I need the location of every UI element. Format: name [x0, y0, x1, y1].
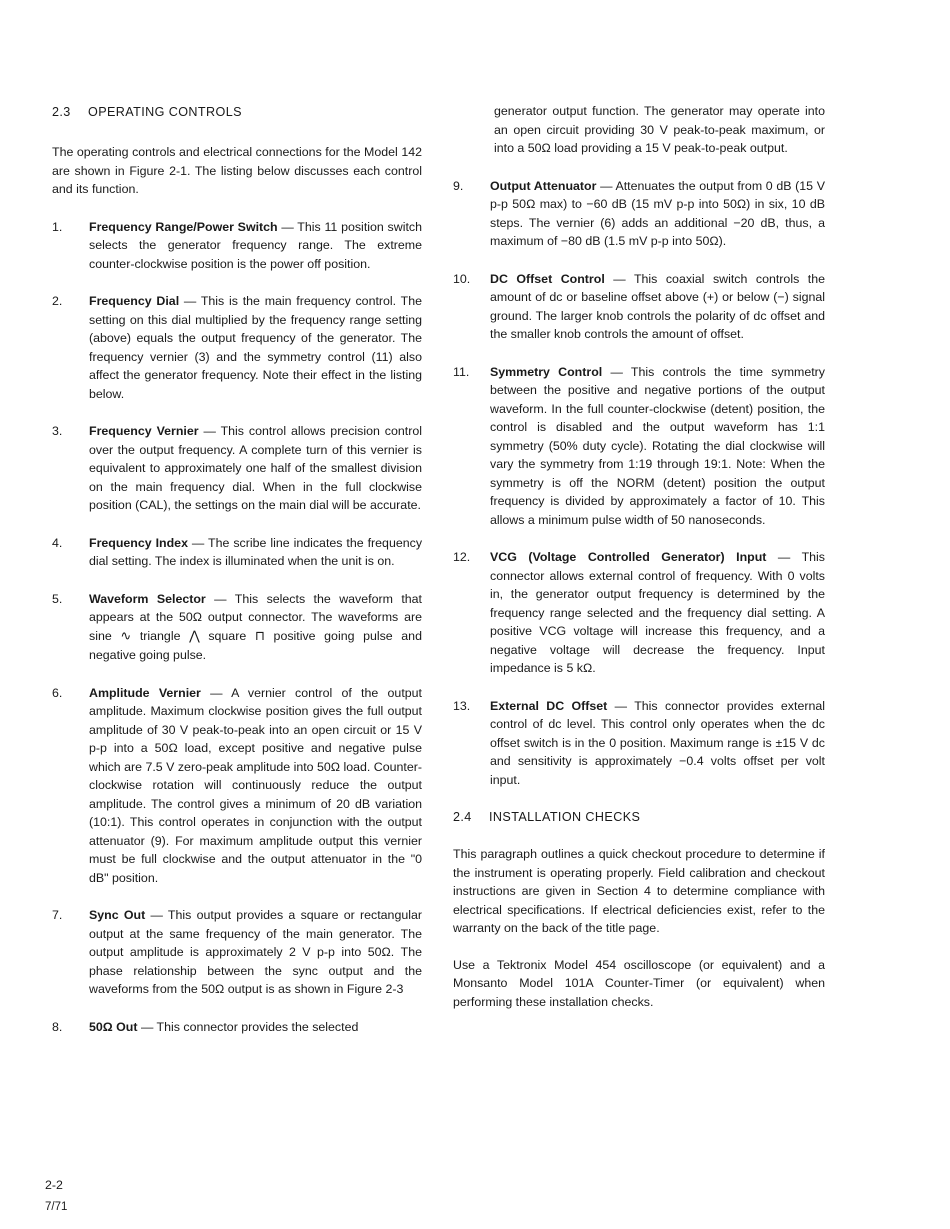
section-number: 2.3 [52, 105, 71, 119]
control-item-13: 13. External DC Offset — This connector provides external control of dc level. This control only operates when the dc offset switch is in the 0 position. Maximum range is ±15 V dc and sensitivity is approximately −0.4 volts offset per volt input. [453, 698, 825, 787]
installation-paragraph-2: Use a Tektronix Model 454 oscilloscope (or equivalent) and a Monsanto Model 101A Counter-Timer (or equivalent) when performing these installation checks. [453, 957, 825, 1009]
item-text: — This coaxial switch controls the amount of dc or baseline offset above (+) or below (−) signal ground. The larger knob controls the polarity of dc offset and the smaller knob controls the amount of offset. [490, 271, 825, 341]
item-title: Waveform Selector [89, 591, 206, 606]
item-text: — A vernier control of the output amplitude. Maximum clockwise position gives the full output amplitude of 30 V peak-to-peak into an open circuit or 15 V p-p into a 50Ω load, except positive and negative pulse which are 7.5 V zero-peak amplitude into 50Ω load. Counter-clockwise rotation will continuously reduce the output amplitude. The control gives a minimum of 20 dB variation (10:1). This control operates in conjunction with the output attenuator (9). For maximum amplitude output this vernier must be full clockwise and the output attenuator in the "0 dB" position. [89, 685, 422, 885]
right-column [453, 102, 825, 1011]
item-title: External DC Offset [490, 698, 608, 713]
section-title: INSTALLATION CHECKS [489, 810, 641, 824]
intro-paragraph: The operating controls and electrical connections for the Model 142 are shown in Figure 2-1. The listing below discusses each control and its function. [52, 145, 422, 196]
section-heading-2-3 [52, 102, 422, 122]
control-item-7: 7. Sync Out — This output provides a square or rectangular output at the same frequency of the main generator. The output amplitude is approximately 2 V p-p into 50Ω. The phase relationship between the sync output and the waveforms from the 50Ω output is as shown in Figure 2-3 [52, 908, 422, 996]
triangle-wave-icon: ⋀ [189, 628, 200, 644]
item-text: — This 11 position switch selects the generator frequency range. The extreme counter-clockwise position is the power off position. [89, 219, 422, 271]
control-item-3: 3. Frequency Vernier — This control allows precision control over the output frequency. A complete turn of this vernier is equivalent to approximately one half of the smallest division on the main frequency dial. When in the full clockwise position (CAL), the settings on the main dial will be accurate. [52, 424, 422, 512]
control-item-8: 8. 50Ω Out — This connector provides the selected [52, 1019, 359, 1034]
item-title: Symmetry Control [490, 364, 603, 379]
item-title: Frequency Index [89, 535, 188, 550]
control-item-2: 2. Frequency Dial — This is the main frequency control. The setting on this dial multiplied by the frequency range setting (above) equals the output frequency of the generator. The frequency vernier (3) and the symmetry control (11) also affect the generator frequency. Note their effect in the listing below. [52, 294, 423, 401]
control-item-11: 11. Symmetry Control — This controls the time symmetry between the positive and negative portions of the output waveform. In the full counter-clockwise (detent) position, the control is disabled and the output waveform has 1:1 symmetry (50% duty cycle). Rotating the dial clockwise will vary the symmetry from 1:19 through 19:1. Note: When the symmetry is off the NORM (detent) position the output frequency is divided by approximately a factor of 10. This allows a minimum pulse width of 50 nanoseconds. [453, 364, 825, 527]
item-text: — This connector provides the selected [137, 1019, 359, 1034]
item-text: — The scribe line indicates the frequency dial setting. The index is illuminated when the unit is on. [89, 535, 423, 568]
item-title: Sync Out [89, 908, 146, 922]
square-wave-icon: ⊓ [254, 628, 265, 644]
revision-date: 7/71 [45, 1201, 68, 1213]
item-title: DC Offset Control [490, 271, 605, 286]
item-title: Amplitude Vernier [89, 685, 201, 700]
section-number: 2.4 [453, 810, 472, 824]
item-text: — Attenuates the output from 0 dB (15 V p-p 50Ω max) to −60 dB (15 mV p-p into 50Ω) in six, 10 dB steps. The vernier (6) adds an additional −20 dB, thus, a maximum of −80 dB (1.5 mV p-p into 50Ω). [490, 178, 825, 248]
item-title: 50Ω Out [89, 1019, 138, 1034]
installation-paragraph-1: This paragraph outlines a quick checkout procedure to determine if the instrument is operating properly. Field calibration and checkout instructions are given in Section 4 to determine compliance with electrical specifications. If electrical deficiencies exist, refer to the warranty on the back of the title page. [453, 847, 825, 935]
sine-wave-icon: ∿ [120, 628, 132, 644]
item-title: Frequency Vernier [89, 424, 199, 438]
item-text: — This is the main frequency control. The setting on this dial multiplied by the frequency range setting (above) equals the output frequency of the generator. The frequency vernier (3) and the symmetry control (11) also affect the generator frequency. Note their effect in the listing below. [89, 294, 423, 401]
item-8-continuation: generator output function. The generator may operate into an open circuit providing 30 V peak-to-peak maximum, or into a 50Ω load providing a 15 V peak-to-peak output. [494, 104, 825, 155]
item-text: — This controls the time symmetry between the positive and negative portions of the output waveform. In the full counter-clockwise (detent) position, the control is disabled and the output waveform has 1:1 symmetry (50% duty cycle). Rotating the dial clockwise will vary the symmetry from 1:19 through 19:1. Note: When the symmetry is off the NORM (detent) position the output frequency is divided by approximately a factor of 10. This allows a minimum pulse width of 50 nanoseconds. [490, 364, 825, 527]
item-title: Output Attenuator [490, 178, 597, 193]
page-number: 2-2 [45, 1178, 63, 1192]
item-title: Frequency Dial [89, 294, 180, 308]
control-item-9: 9. Output Attenuator — Attenuates the output from 0 dB (15 V p-p 50Ω max) to −60 dB (15 mV p-p into 50Ω) in six, 10 dB steps. The vernier (6) adds an additional −20 dB, thus, a maximum of −80 dB (1.5 mV p-p into 50Ω). [453, 178, 825, 248]
control-item-6: 6. Amplitude Vernier — A vernier control of the output amplitude. Maximum clockwise position gives the full output amplitude of 30 V peak-to-peak into an open circuit or 15 V p-p into a 50Ω load, except positive and negative pulse which are 7.5 V zero-peak amplitude into 50Ω load. Counter-clockwise rotation will continuously reduce the output amplitude. The control gives a minimum of 20 dB variation (10:1). This control operates in conjunction with the output attenuator (9). For maximum amplitude output this vernier must be full clockwise and the output attenuator in the "0 dB" position. [52, 685, 422, 885]
control-item-4: 4. Frequency Index — The scribe line indicates the frequency dial setting. The index is illuminated when the unit is on. [52, 535, 423, 568]
left-column [52, 102, 422, 1036]
control-item-5: 5. Waveform Selector — This selects the waveform that appears at the 50Ω output connector. The waveforms are sine ∿ triangle ⋀ square ⊓ positive going pulse and negative going pulse. [52, 591, 422, 662]
section-heading-2-4 [453, 807, 825, 827]
item-text: — This connector provides external control of dc level. This control only operates when the dc offset switch is in the 0 position. Maximum range is ±15 V dc and sensitivity is approximately −0.4 volts offset per volt input. [490, 698, 825, 787]
control-item-12: 12. VCG (Voltage Controlled Generator) Input — This connector allows external control of frequency. With 0 volts in, the generator output frequency is determined by the frequency range selected and the frequency dial setting. A positive VCG voltage will increase this frequency, and a negative voltage will decrease the frequency. Input impedance is 5 kΩ. [453, 550, 825, 675]
item-title: Frequency Range/Power Switch [89, 219, 278, 234]
item-text: — This control allows precision control over the output frequency. A complete turn of this vernier is equivalent to approximately one half of the smallest division on the main frequency dial. When in the full clockwise position (CAL), the settings on the main dial will be accurate. [89, 424, 422, 512]
item-text: — This output provides a square or rectangular output at the same frequency of the main generator. The output amplitude is approximately 2 V p-p into 50Ω. The phase relationship between the sync output and the waveforms from the 50Ω output is as shown in Figure 2-3 [89, 908, 422, 996]
item-text: — This connector allows external control of frequency. With 0 volts in, the generator output frequency is determined by the frequency range selected and the frequency dial setting. A positive VCG voltage will increase this frequency, and a negative voltage will decrease the frequency. Input impedance is 5 kΩ. [490, 550, 825, 675]
control-item-10: 10. DC Offset Control — This coaxial switch controls the amount of dc or baseline offset above (+) or below (−) signal ground. The larger knob controls the polarity of dc offset and the smaller knob controls the amount of offset. [453, 271, 825, 341]
control-item-1: 1. Frequency Range/Power Switch — This 11 position switch selects the generator frequency range. The extreme counter-clockwise position is the power off position. [52, 219, 422, 271]
item-title: VCG (Voltage Controlled Generator) Input [490, 550, 767, 564]
section-title: OPERATING CONTROLS [88, 105, 242, 119]
